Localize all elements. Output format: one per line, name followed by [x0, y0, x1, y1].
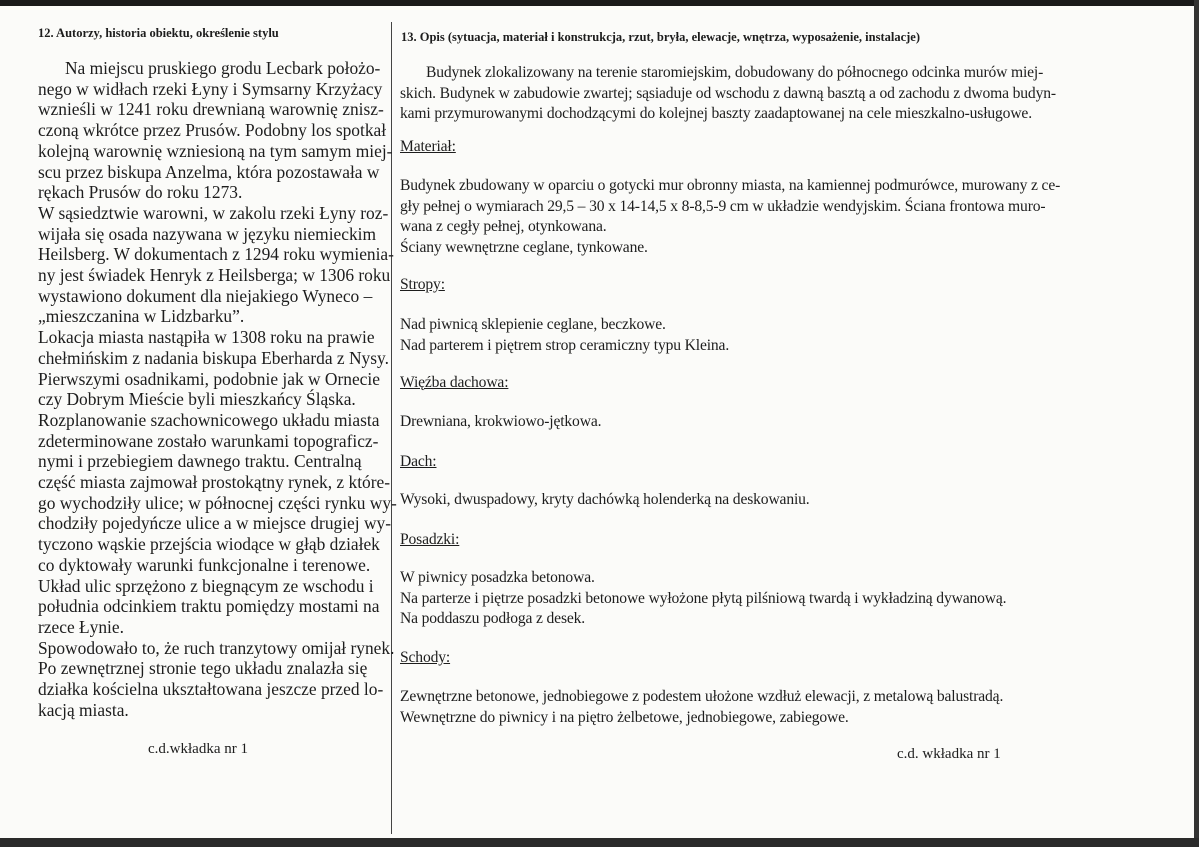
- text-line: chełmińskim z nadania biskupa Eberharda z Nysy.: [38, 347, 389, 368]
- text-line: tyczono wąskie przejścia wiodące w głąb działek: [38, 534, 380, 555]
- scan-edge-right: [1194, 0, 1199, 847]
- text-line: Na poddaszu podłoga z desek.: [400, 610, 586, 627]
- text-line: wana z cegły pełnej, otynkowana.: [400, 218, 607, 235]
- text-line: Wewnętrzne do piwnicy i na piętro żelbetowe, jednobiegowe, zabiegowe.: [400, 708, 849, 726]
- subsection-title: Schody:: [400, 649, 451, 666]
- text-line: działka kościelna ukształtowana jeszcze przed lo-: [38, 679, 384, 700]
- text-line: go wychodziły ulice; w północnej części rynku wy-: [38, 492, 397, 513]
- text-line: Lokacja miasta nastąpiła w 1308 roku na prawie: [38, 327, 375, 348]
- history-text: [38, 58, 397, 721]
- subsection-title: Materiał:: [400, 138, 456, 155]
- subsection-title: Posadzki:: [400, 531, 460, 548]
- section-12-heading: 12. Autorzy, historia obiektu, określenie stylu: [38, 26, 279, 40]
- text-line: nymi i przebiegiem dawnego traktu. Centralną: [38, 451, 362, 472]
- subsection-body: [400, 176, 1060, 258]
- text-line: rzece Łynie.: [38, 616, 124, 637]
- subsection-body: [400, 568, 1006, 630]
- right-continuation-note: c.d. wkładka nr 1: [897, 746, 1001, 762]
- subsection-body: [400, 687, 1003, 728]
- text-line: południa odcinkiem traktu pomiędzy mostami na: [38, 596, 380, 617]
- text-line: co dyktowały warunki funkcjonalne i terenowe.: [38, 554, 371, 575]
- text-line: Po zewnętrznej stronie tego układu znalazła się: [38, 658, 368, 679]
- scan-edge-top: [0, 0, 1199, 6]
- text-line: kolejną warownię wzniesioną na tym samym miej-: [38, 140, 393, 161]
- text-line: Spowodowało to, że ruch tranzytowy omijał rynek.: [38, 637, 395, 658]
- text-line: czoną wkrótce przez Prusów. Podobny los spotkał: [38, 120, 387, 141]
- scan-edge-bottom: [0, 838, 1199, 847]
- text-line: Na miejscu pruskiego grodu Lecbark położo-: [65, 58, 381, 78]
- subsection-title: Stropy:: [400, 276, 445, 293]
- text-line: gły pełnej o wymiarach 29,5 – 30 x 14-14,5 x 8-8,5-9 cm w układzie wendyjskim. Ściana frontowa muro-: [400, 197, 1046, 215]
- subsection-title: Więźba dachowa:: [400, 374, 509, 391]
- subsection-body: [400, 490, 810, 511]
- text-line: Nad piwnicą sklepienie ceglane, beczkowe.: [400, 316, 666, 333]
- text-line: skich. Budynek w zabudowie zwartej; sąsiaduje od wschodu z dawną basztą a od zachodu z dwoma budyn-: [400, 84, 1056, 102]
- text-line: Rozplanowanie szachownicowego układu miasta: [38, 409, 380, 430]
- text-line: Układ ulic sprzężono z biegnącym ze wschodu i: [38, 575, 374, 596]
- text-line: część miasta zajmował prostokątny rynek, z które-: [38, 472, 391, 493]
- text-line: rękach Prusów do roku 1273.: [38, 182, 243, 203]
- description-intro: [400, 63, 1056, 125]
- text-line: Budynek zlokalizowany na terenie staromiejskim, dobudowany do północnego odcinka murów miej-: [426, 64, 1044, 81]
- text-line: ny jest świadek Henryk z Heilsberga; w 1306 roku: [38, 265, 391, 286]
- text-line: W sąsiedztwie warowni, w zakolu rzeki Łyny roz-: [38, 202, 389, 223]
- subsection-title: Dach:: [400, 453, 437, 470]
- text-line: kacją miasta.: [38, 699, 129, 720]
- text-line: chodziły pojedyńcze ulice a w miejsce drugiej wy-: [38, 513, 391, 534]
- text-line: Nad parterem i piętrem strop ceramiczny typu Kleina.: [400, 336, 730, 354]
- text-line: Pierwszymi osadnikami, podobnie jak w Ornecie: [38, 368, 380, 389]
- text-line: Ściany wewnętrzne ceglane, tynkowane.: [400, 238, 648, 256]
- text-line: wystawiono dokument dla niejakiego Wyneco –: [38, 285, 373, 306]
- text-line: nego w widłach rzeki Łyny i Symsarny Krzyżacy: [38, 78, 383, 99]
- text-line: Budynek zbudowany w oparciu o gotycki mur obronny miasta, na kamiennej podmurówce, murowany z ce-: [400, 177, 1061, 194]
- text-line: Heilsberg. W dokumentach z 1294 roku wymienia-: [38, 244, 394, 265]
- text-line: W piwnicy posadzka betonowa.: [400, 569, 595, 586]
- section-13-heading: 13. Opis (sytuacja, materiał i konstrukcja, rzut, bryła, elewacje, wnętrza, wyposażenie, instalacje): [401, 30, 921, 44]
- text-line: kami przymurowanymi dochodzącymi do kolejnej baszty zaadaptowanej na cele mieszkalno-usługowe.: [400, 105, 1032, 122]
- text-line: scu przez biskupa Anzelma, która pozostawała w: [38, 161, 380, 182]
- left-continuation-note: c.d.wkładka nr 1: [148, 741, 248, 757]
- text-line: wznieśli w 1241 roku drewnianą warownię znisz-: [38, 99, 384, 120]
- subsection-body: [400, 412, 601, 433]
- text-line: „mieszczanina w Lidzbarku”.: [38, 306, 245, 327]
- text-line: wijała się osada nazywana w języku niemieckim: [38, 223, 377, 244]
- text-line: Drewniana, krokwiowo-jętkowa.: [400, 413, 602, 430]
- text-line: zdeterminowane zostało warunkami topograficz-: [38, 430, 379, 451]
- text-line: Wysoki, dwuspadowy, kryty dachówką holenderką na deskowaniu.: [400, 491, 810, 508]
- text-line: Zewnętrzne betonowe, jednobiegowe z podestem ułożone wzdłuż elewacji, z metalową balustradą.: [400, 688, 1004, 705]
- text-line: Na parterze i piętrze posadzki betonowe wyłożone płytą pilśniową twardą i wykładziną dywanową.: [400, 589, 1007, 607]
- text-line: czy Dobrym Mieście byli mieszkańcy Śląska.: [38, 389, 356, 410]
- subsection-body: [400, 315, 729, 356]
